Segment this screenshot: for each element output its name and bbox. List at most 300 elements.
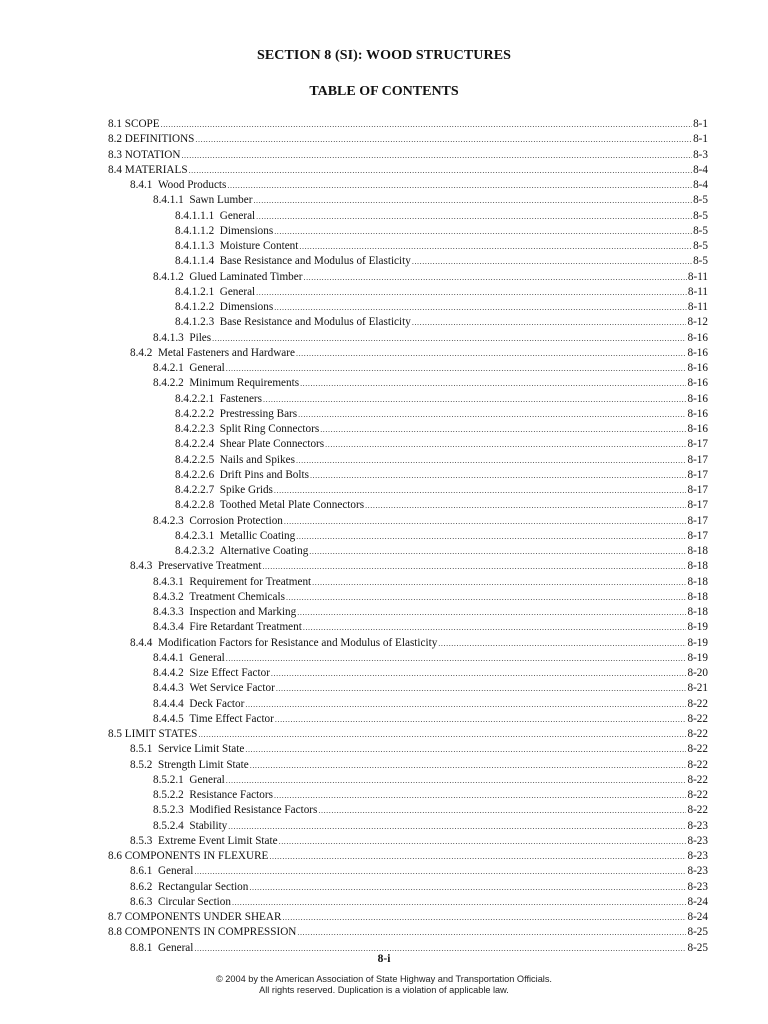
- toc-entry-page: 8-22: [687, 758, 708, 771]
- toc-entry-number: 8.5.2.1: [153, 773, 184, 786]
- toc-entry-title: General: [157, 941, 194, 954]
- toc-entry[interactable]: [108, 514, 708, 529]
- dot-leader: [297, 605, 686, 620]
- toc-entry-label: [175, 407, 297, 422]
- toc-entry[interactable]: [108, 864, 708, 879]
- page-number: 8-i: [377, 953, 391, 965]
- toc-entry-label: [108, 132, 194, 147]
- dot-leader: [232, 895, 687, 910]
- dot-leader: [318, 803, 686, 818]
- dot-leader: [228, 819, 686, 834]
- toc-entry-title: Preservative Treatment: [157, 560, 262, 573]
- toc-entry-number: 8.4.4.1: [153, 651, 184, 664]
- toc-entry-title: Inspection and Marking: [189, 606, 297, 618]
- toc-entry-label: [153, 651, 225, 666]
- toc-entry-page: 8-16: [687, 392, 708, 405]
- toc-entry-page: 8-11: [687, 301, 708, 313]
- toc-entry-page: 8-18: [687, 560, 708, 573]
- toc-entry[interactable]: [108, 773, 708, 788]
- toc-entry-title: Extreme Event Limit State: [157, 834, 278, 847]
- toc-entry-label: [175, 468, 309, 483]
- dot-leader: [275, 712, 687, 727]
- toc-entry[interactable]: [108, 697, 708, 712]
- toc-entry-page: 8-23: [687, 834, 708, 847]
- toc-entry-title: Time Effect Factor: [189, 712, 274, 725]
- toc-entry-page: 8-1: [693, 133, 708, 146]
- dot-leader: [325, 437, 686, 452]
- toc-entry-label: [153, 788, 273, 803]
- copyright-line: All rights reserved. Duplication is a violation of applicable law.: [259, 985, 509, 995]
- toc-entry-number: 8.2: [108, 133, 122, 146]
- toc-entry[interactable]: [108, 239, 708, 254]
- dot-leader: [256, 285, 687, 300]
- toc-entry-number: 8.4.2.1: [153, 362, 184, 374]
- toc-entry[interactable]: [108, 803, 708, 818]
- toc-entry-number: 8.5.3: [130, 834, 153, 847]
- toc-entry-page: 8-16: [687, 362, 708, 374]
- toc-entry-label: [175, 422, 319, 437]
- toc-entry-page: 8-5: [693, 255, 708, 268]
- dot-leader: [161, 117, 692, 132]
- toc-entry-title: Alternative Coating: [219, 545, 309, 557]
- toc-entry-number: 8.4.2.3.2: [175, 545, 215, 557]
- toc-entry-number: 8.4.4.2: [153, 667, 184, 679]
- toc-entry-label: [153, 666, 270, 681]
- dot-leader: [298, 407, 686, 422]
- dot-leader: [274, 300, 687, 315]
- toc-entry-label: [153, 681, 275, 696]
- toc-entry-label: [153, 620, 302, 635]
- toc-entry-title: COMPONENTS UNDER SHEAR: [124, 911, 282, 923]
- toc-entry-title: General: [219, 285, 256, 298]
- toc-entry-number: 8.8.1: [130, 941, 153, 954]
- toc-entry-title: Glued Laminated Timber: [189, 270, 303, 283]
- toc-entry-number: 8.4.4: [130, 636, 153, 649]
- toc-entry-label: [175, 529, 295, 544]
- toc-entry-page: 8-25: [687, 941, 708, 954]
- dot-leader: [226, 773, 687, 788]
- toc-entry[interactable]: [108, 437, 708, 452]
- toc-entry-number: 8.4.1.2.3: [175, 316, 215, 329]
- toc-entry-number: 8.5: [108, 728, 122, 740]
- toc-entry[interactable]: [108, 849, 708, 864]
- toc-heading: TABLE OF CONTENTS: [309, 84, 459, 99]
- toc-entry-number: 8.4: [108, 163, 122, 176]
- dot-leader: [303, 270, 686, 285]
- toc-entry-number: 8.5.2.4: [153, 819, 184, 832]
- toc-entry[interactable]: [108, 910, 708, 925]
- toc-entry[interactable]: [108, 529, 708, 544]
- toc-entry-number: 8.4.3.4: [153, 621, 184, 634]
- dot-leader: [320, 422, 686, 437]
- dot-leader: [198, 727, 686, 742]
- toc-entry[interactable]: [108, 544, 708, 559]
- toc-entry-number: 8.4.1.1: [153, 194, 184, 207]
- toc-entry[interactable]: [108, 575, 708, 590]
- toc-entry-label: [108, 117, 160, 132]
- toc-entry-page: 8-22: [687, 743, 708, 756]
- dot-leader: [271, 666, 687, 681]
- toc-entry[interactable]: [108, 300, 708, 315]
- toc-entry-label: [153, 514, 283, 529]
- toc-entry-page: 8-16: [687, 346, 708, 359]
- toc-entry[interactable]: [108, 681, 708, 696]
- toc-entry[interactable]: [108, 468, 708, 483]
- toc-entry-page: 8-17: [687, 529, 708, 542]
- dot-leader: [296, 346, 687, 361]
- toc-entry-page: 8-23: [687, 880, 708, 893]
- toc-entry-number: 8.5.2.2: [153, 789, 184, 801]
- toc-entry[interactable]: [108, 483, 708, 498]
- toc-entry-title: COMPONENTS IN FLEXURE: [124, 850, 269, 862]
- dot-leader: [249, 880, 686, 895]
- toc-entry-title: Nails and Spikes: [219, 453, 295, 466]
- toc-entry[interactable]: [108, 148, 708, 163]
- toc-entry-number: 8.5.2.3: [153, 804, 184, 817]
- toc-entry-title: Deck Factor: [189, 697, 245, 710]
- dot-leader: [286, 590, 687, 605]
- toc-entry-page: 8-22: [687, 697, 708, 710]
- dot-leader: [194, 864, 686, 879]
- toc-entry-title: NOTATION: [124, 148, 181, 161]
- toc-entry[interactable]: [108, 315, 708, 330]
- toc-entry-label: [108, 148, 180, 163]
- toc-entry-title: General: [157, 865, 194, 878]
- toc-entry[interactable]: [108, 361, 708, 376]
- toc-entry-title: Stability: [189, 819, 228, 832]
- toc-entry-number: 8.4.1.1.3: [175, 240, 215, 252]
- toc-entry[interactable]: [108, 819, 708, 834]
- toc-entry-label: [153, 376, 299, 391]
- toc-entry-number: 8.1: [108, 118, 122, 130]
- toc-entry-number: 8.4.3.2: [153, 590, 184, 603]
- toc-entry-number: 8.4.1.1.1: [175, 209, 215, 222]
- toc-entry[interactable]: [108, 163, 708, 178]
- table-of-contents: [108, 117, 708, 956]
- toc-entry[interactable]: [108, 132, 708, 147]
- toc-entry-title: Dimensions: [219, 301, 274, 313]
- dot-leader: [269, 849, 686, 864]
- dot-leader: [274, 788, 687, 803]
- toc-entry-title: Metal Fasteners and Hardware: [157, 346, 295, 359]
- toc-entry-label: [153, 193, 252, 208]
- toc-entry-title: Fire Retardant Treatment: [189, 621, 302, 634]
- toc-entry-label: [153, 697, 244, 712]
- toc-entry-title: General: [219, 209, 256, 222]
- toc-entry-label: [175, 483, 273, 498]
- toc-entry-page: 8-22: [687, 728, 708, 740]
- dot-leader: [303, 620, 687, 635]
- toc-entry[interactable]: [108, 376, 708, 391]
- toc-entry-number: 8.4.1.3: [153, 331, 184, 344]
- toc-entry-page: 8-22: [687, 712, 708, 725]
- toc-entry[interactable]: [108, 224, 708, 239]
- dot-leader: [274, 483, 687, 498]
- toc-entry-number: 8.5.2: [130, 758, 153, 771]
- toc-entry[interactable]: [108, 895, 708, 910]
- toc-entry-page: 8-22: [687, 773, 708, 786]
- toc-entry-title: Piles: [189, 331, 212, 344]
- toc-entry-number: 8.4.2.2.6: [175, 468, 215, 481]
- toc-entry-label: [153, 270, 302, 285]
- toc-entry-number: 8.7: [108, 911, 122, 923]
- toc-entry[interactable]: [108, 453, 708, 468]
- toc-entry-number: 8.4.4.4: [153, 697, 184, 710]
- dot-leader: [253, 193, 692, 208]
- toc-entry-label: [175, 285, 255, 300]
- toc-entry-title: General: [189, 651, 225, 664]
- toc-entry-page: 8-4: [693, 163, 708, 176]
- toc-entry[interactable]: [108, 498, 708, 513]
- dot-leader: [189, 163, 693, 178]
- toc-entry-page: 8-24: [687, 895, 708, 908]
- toc-entry-number: 8.4.2.3: [153, 514, 184, 527]
- toc-entry-number: 8.4.2.2.3: [175, 423, 215, 435]
- toc-entry-label: [175, 239, 298, 254]
- toc-entry-page: 8-3: [693, 148, 708, 161]
- toc-entry-label: [130, 758, 249, 773]
- toc-entry-page: 8-11: [687, 270, 708, 283]
- toc-entry[interactable]: [108, 651, 708, 666]
- toc-entry-title: Split Ring Connectors: [219, 423, 320, 435]
- toc-entry-label: [153, 575, 311, 590]
- toc-entry-label: [175, 315, 411, 330]
- toc-entry-title: Metallic Coating: [219, 529, 296, 542]
- toc-entry-title: Size Effect Factor: [189, 667, 270, 679]
- toc-entry-page: 8-17: [687, 453, 708, 466]
- toc-entry-page: 8-17: [687, 438, 708, 451]
- toc-entry-number: 8.4.2.2.4: [175, 438, 215, 451]
- toc-entry[interactable]: [108, 605, 708, 620]
- toc-entry[interactable]: [108, 407, 708, 422]
- toc-entry-title: Fasteners: [219, 392, 263, 405]
- dot-leader: [226, 361, 687, 376]
- toc-entry-title: DEFINITIONS: [124, 133, 195, 146]
- toc-entry-number: 8.4.2.2.7: [175, 484, 215, 496]
- toc-entry-title: Sawn Lumber: [189, 194, 253, 207]
- toc-entry[interactable]: [108, 880, 708, 895]
- toc-entry-number: 8.8: [108, 926, 122, 939]
- toc-entry[interactable]: [108, 392, 708, 407]
- toc-entry[interactable]: [108, 559, 708, 574]
- toc-entry-title: SCOPE: [124, 118, 160, 130]
- toc-entry-number: 8.6.2: [130, 880, 153, 893]
- toc-entry-page: 8-16: [687, 423, 708, 435]
- toc-entry-label: [175, 224, 273, 239]
- toc-entry-page: 8-5: [693, 240, 708, 252]
- toc-entry-label: [130, 178, 226, 193]
- toc-entry-title: Wet Service Factor: [189, 682, 275, 695]
- toc-entry-label: [153, 590, 285, 605]
- toc-entry-title: Base Resistance and Modulus of Elasticity: [219, 316, 411, 329]
- toc-entry-title: Drift Pins and Bolts: [219, 468, 309, 481]
- dot-leader: [412, 315, 687, 330]
- toc-entry[interactable]: [108, 590, 708, 605]
- toc-entry-label: [153, 773, 225, 788]
- toc-entry-title: Modification Factors for Resistance and Modulus of Elasticity: [157, 636, 438, 649]
- dot-leader: [312, 575, 686, 590]
- toc-entry-number: 8.4.3.3: [153, 606, 184, 618]
- toc-entry-title: Spike Grids: [219, 484, 273, 496]
- toc-entry[interactable]: [108, 178, 708, 193]
- toc-entry-title: Base Resistance and Modulus of Elasticity: [219, 255, 411, 268]
- toc-entry-page: 8-19: [687, 636, 708, 649]
- toc-entry-number: 8.4.1.2.1: [175, 285, 215, 298]
- toc-entry-label: [108, 925, 296, 940]
- dot-leader: [282, 910, 686, 925]
- toc-entry-page: 8-22: [687, 789, 708, 801]
- toc-entry-label: [153, 803, 317, 818]
- dot-leader: [365, 498, 686, 513]
- toc-entry-page: 8-4: [693, 179, 708, 191]
- toc-entry-number: 8.4.1.1.4: [175, 255, 215, 268]
- dot-leader: [250, 758, 687, 773]
- toc-entry-page: 8-1: [693, 118, 708, 130]
- toc-entry-number: 8.3: [108, 148, 122, 161]
- toc-entry-title: Dimensions: [219, 224, 274, 237]
- toc-entry-label: [130, 636, 437, 651]
- toc-entry[interactable]: [108, 636, 708, 651]
- toc-entry-label: [175, 544, 308, 559]
- dot-leader: [274, 224, 692, 239]
- toc-entry-label: [175, 254, 411, 269]
- toc-entry-label: [130, 346, 295, 361]
- toc-entry[interactable]: [108, 209, 708, 224]
- dot-leader: [195, 132, 692, 147]
- toc-entry-title: LIMIT STATES: [124, 728, 198, 740]
- toc-entry[interactable]: [108, 788, 708, 803]
- toc-entry-label: [153, 331, 211, 346]
- dot-leader: [412, 254, 692, 269]
- toc-entry-page: 8-18: [687, 606, 708, 618]
- toc-entry[interactable]: [108, 742, 708, 757]
- dot-leader: [212, 331, 686, 346]
- toc-entry[interactable]: [108, 331, 708, 346]
- toc-entry-page: 8-5: [693, 194, 708, 207]
- toc-entry-number: 8.4.3.1: [153, 575, 184, 588]
- toc-entry-label: [108, 910, 281, 925]
- dot-leader: [309, 544, 686, 559]
- toc-entry[interactable]: [108, 346, 708, 361]
- toc-entry[interactable]: [108, 834, 708, 849]
- toc-entry[interactable]: [108, 193, 708, 208]
- toc-entry-page: 8-18: [687, 575, 708, 588]
- toc-entry-title: Circular Section: [157, 895, 231, 908]
- toc-entry-number: 8.4.4.3: [153, 682, 184, 695]
- copyright-notice: [0, 974, 768, 996]
- toc-entry-label: [175, 300, 273, 315]
- toc-entry-title: Prestressing Bars: [219, 407, 298, 420]
- toc-entry-label: [130, 559, 261, 574]
- toc-entry[interactable]: [108, 285, 708, 300]
- toc-entry-page: 8-25: [687, 926, 708, 939]
- dot-leader: [297, 925, 686, 940]
- toc-entry-title: Moisture Content: [219, 240, 299, 252]
- toc-entry-number: 8.4.1: [130, 179, 153, 191]
- toc-entry[interactable]: [108, 712, 708, 727]
- toc-entry-number: 8.4.2.2.2: [175, 407, 215, 420]
- toc-entry-number: 8.4.2.2: [153, 377, 184, 390]
- copyright-line: © 2004 by the American Association of State Highway and Transportation Officials.: [215, 974, 552, 984]
- toc-entry-title: MATERIALS: [124, 163, 188, 176]
- dot-leader: [227, 178, 692, 193]
- toc-entry-label: [175, 498, 364, 513]
- toc-entry-page: 8-23: [687, 819, 708, 832]
- toc-entry-page: 8-23: [687, 865, 708, 878]
- toc-entry-label: [175, 453, 295, 468]
- toc-entry-label: [130, 880, 248, 895]
- toc-entry-page: 8-17: [687, 468, 708, 481]
- toc-entry[interactable]: [108, 727, 708, 742]
- toc-entry-page: 8-16: [687, 377, 708, 390]
- toc-entry-title: Requirement for Treatment: [189, 575, 312, 588]
- toc-entry-title: Wood Products: [157, 179, 227, 191]
- toc-entry-page: 8-17: [687, 514, 708, 527]
- toc-entry-page: 8-24: [687, 911, 708, 923]
- toc-entry-label: [108, 727, 197, 742]
- toc-entry-page: 8-23: [687, 850, 708, 862]
- toc-entry-number: 8.4.2: [130, 346, 153, 359]
- toc-entry-page: 8-16: [687, 407, 708, 420]
- toc-entry-label: [153, 361, 225, 376]
- dot-leader: [284, 514, 687, 529]
- dot-leader: [226, 651, 687, 666]
- toc-entry-page: 8-19: [687, 651, 708, 664]
- toc-entry-title: Modified Resistance Factors: [189, 804, 318, 817]
- toc-entry-page: 8-19: [687, 621, 708, 634]
- toc-entry[interactable]: [108, 925, 708, 940]
- toc-entry-number: 8.6: [108, 850, 122, 862]
- toc-entry-number: 8.5.1: [130, 743, 153, 756]
- toc-entry-title: Rectangular Section: [157, 880, 249, 893]
- toc-entry-page: 8-5: [693, 224, 708, 237]
- toc-entry-title: Shear Plate Connectors: [219, 438, 325, 451]
- toc-entry-page: 8-18: [687, 590, 708, 603]
- toc-entry-number: 8.4.2.2.1: [175, 392, 215, 405]
- toc-entry-title: General: [189, 773, 225, 786]
- toc-entry-label: [130, 742, 244, 757]
- toc-entry-label: [108, 163, 188, 178]
- toc-entry-number: 8.4.2.2.8: [175, 499, 215, 512]
- toc-entry-number: 8.4.3: [130, 560, 153, 573]
- toc-entry[interactable]: [108, 254, 708, 269]
- toc-entry-page: 8-21: [687, 682, 708, 695]
- toc-entry[interactable]: [108, 666, 708, 681]
- toc-entry-title: Resistance Factors: [189, 789, 273, 801]
- toc-entry-page: 8-5: [693, 209, 708, 222]
- toc-entry-label: [153, 712, 274, 727]
- toc-entry-label: [175, 437, 324, 452]
- toc-entry[interactable]: [108, 270, 708, 285]
- toc-entry-page: 8-16: [687, 331, 708, 344]
- toc-entry-number: 8.4.1.1.2: [175, 224, 215, 237]
- toc-entry-title: COMPONENTS IN COMPRESSION: [124, 926, 297, 939]
- toc-entry-page: 8-22: [687, 804, 708, 817]
- dot-leader: [276, 681, 687, 696]
- toc-entry[interactable]: [108, 422, 708, 437]
- toc-entry-label: [130, 864, 193, 879]
- toc-entry[interactable]: [108, 117, 708, 132]
- toc-entry-title: Minimum Requirements: [189, 377, 300, 390]
- toc-entry-label: [153, 605, 296, 620]
- section-title: SECTION 8 (SI): WOOD STRUCTURES: [256, 48, 512, 63]
- toc-entry-title: General: [189, 362, 225, 374]
- toc-entry[interactable]: [108, 758, 708, 773]
- dot-leader: [438, 636, 686, 651]
- toc-entry-label: [175, 209, 255, 224]
- dot-leader: [300, 376, 686, 391]
- toc-entry[interactable]: [108, 620, 708, 635]
